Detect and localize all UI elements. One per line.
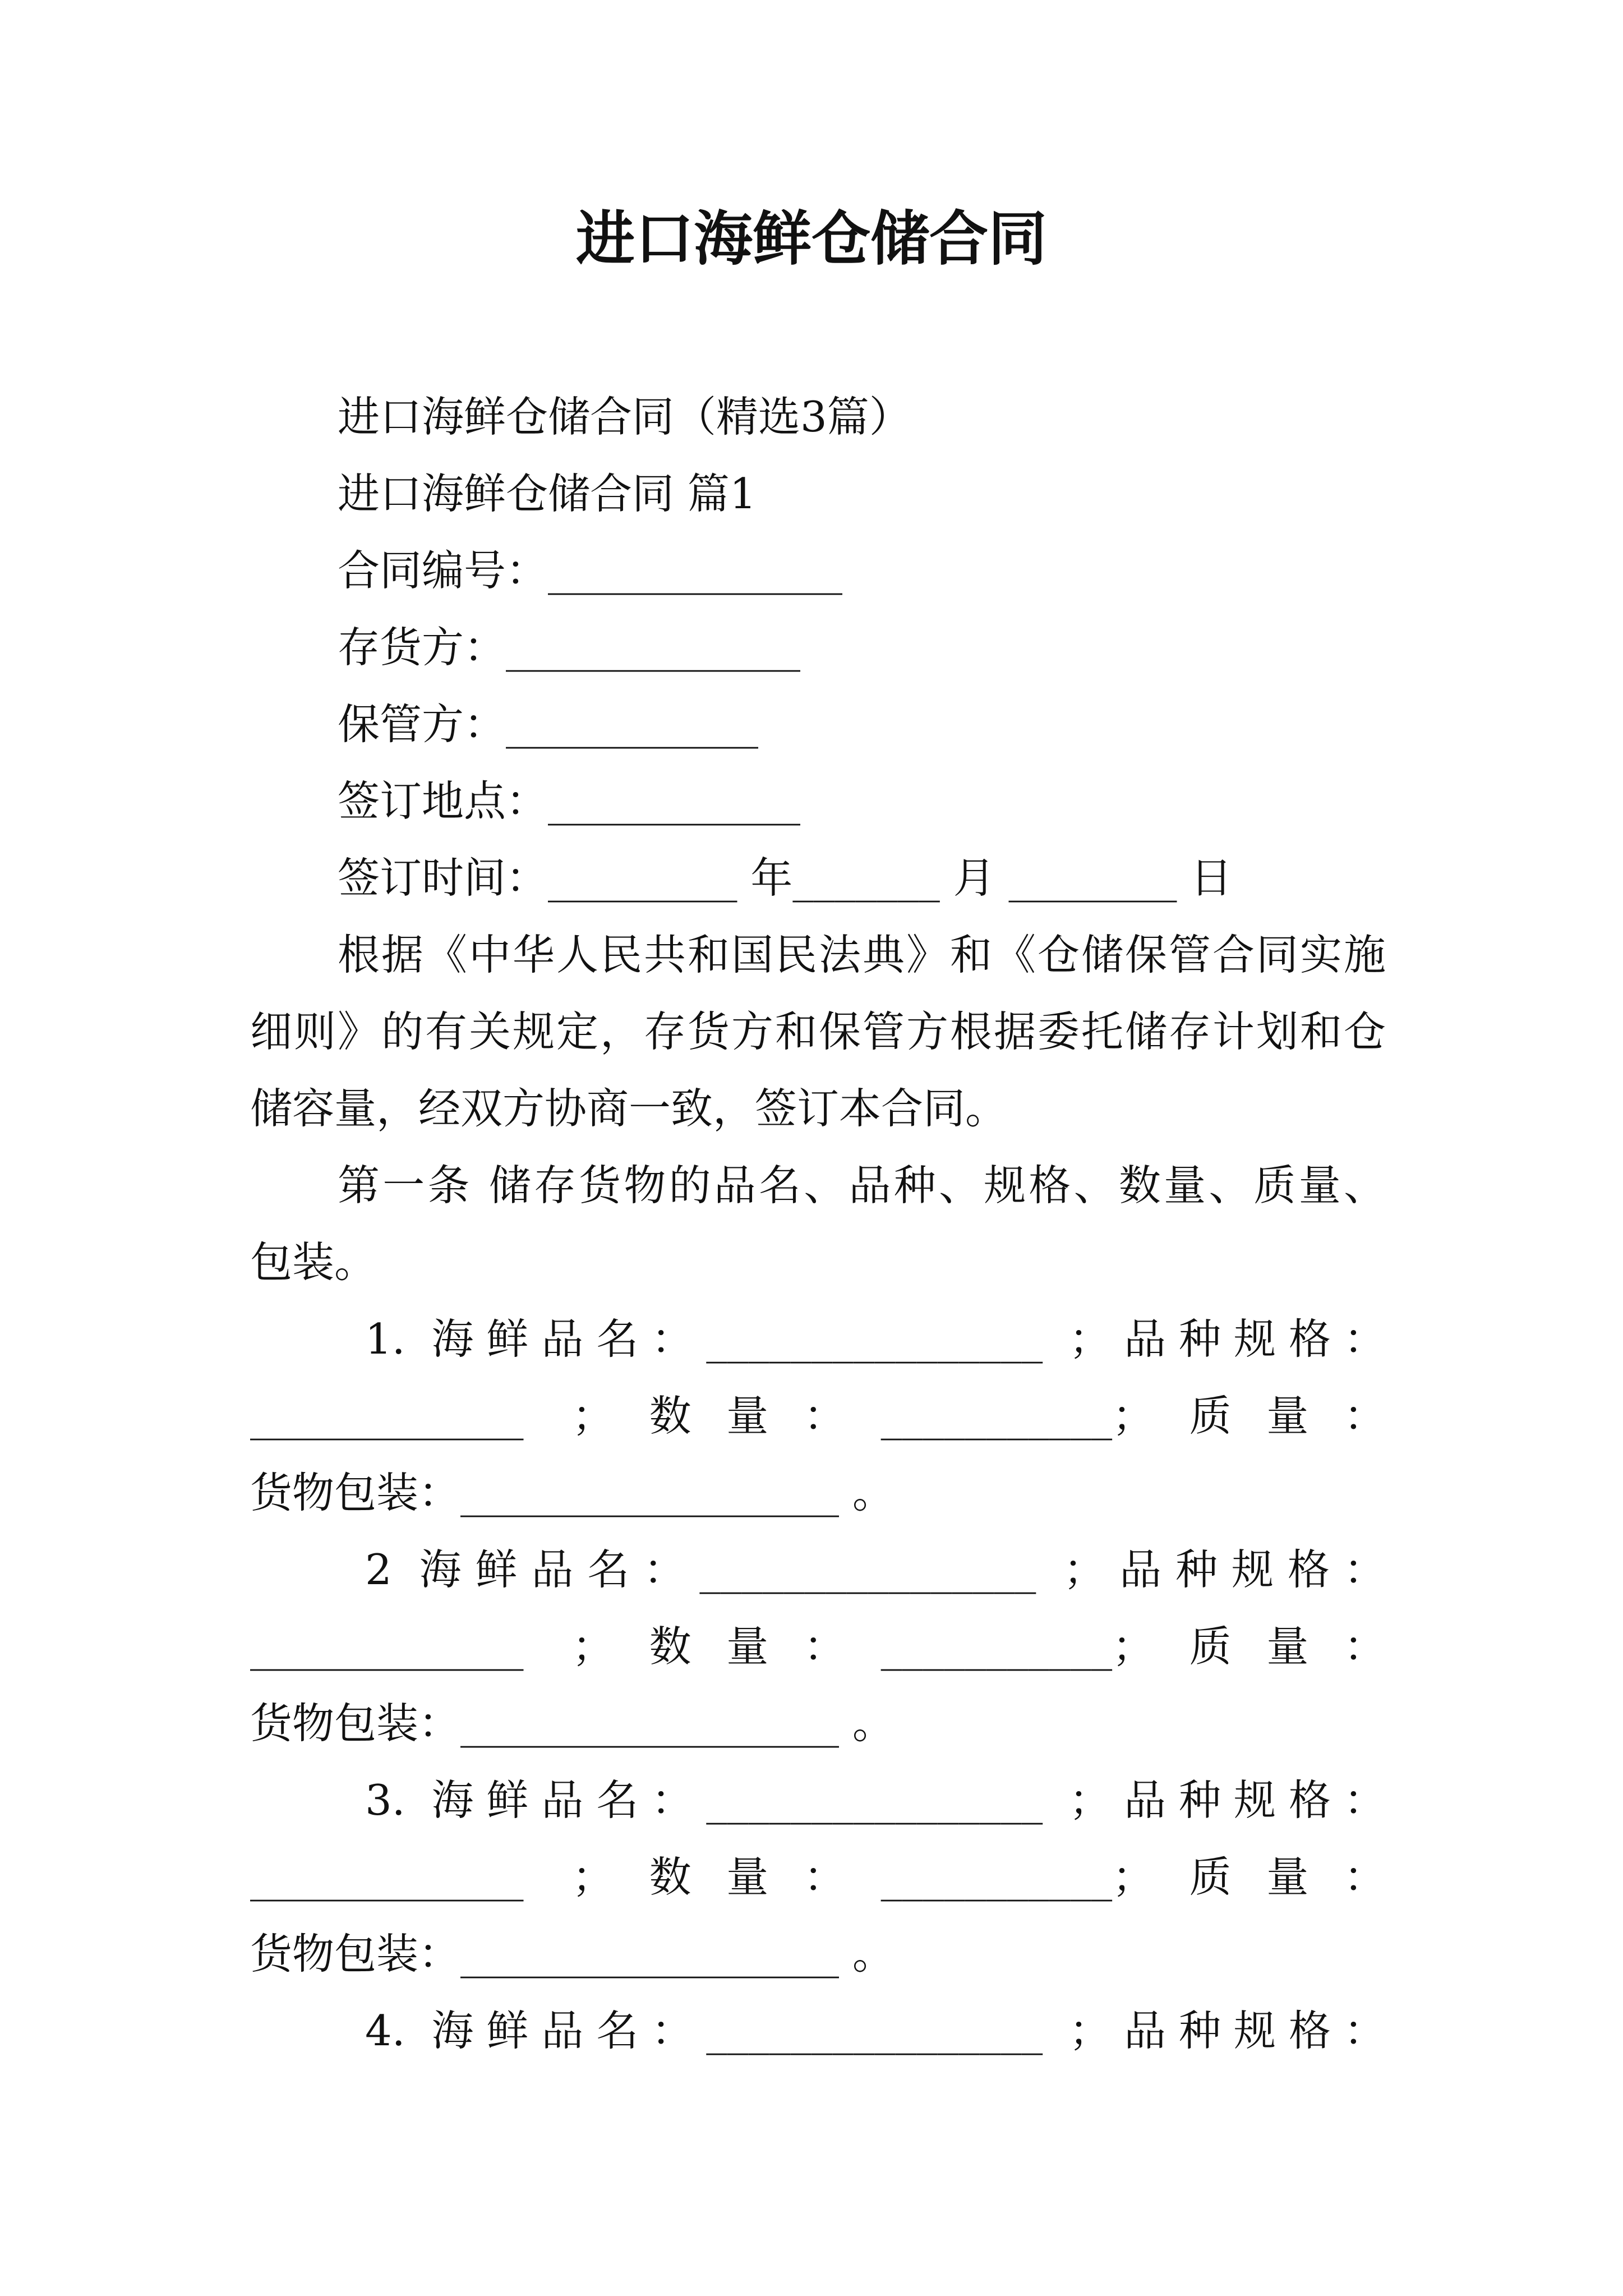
- goods-item-1-name-line: 1. 海鲜品名：________________ ；品种规格：: [365, 1314, 1386, 1364]
- goods-item-3-quantity-line: _____________ ；数量：___________；质量：: [250, 1852, 1386, 1902]
- goods-item-2-name-line: 2 海鲜品名：________________ ；品种规格：: [365, 1545, 1386, 1594]
- goods-item-3-name-line: 3. 海鲜品名：________________ ；品种规格：: [365, 1775, 1386, 1825]
- subtitle-line: 进口海鲜仓储合同（精选3篇）: [338, 392, 911, 441]
- goods-item-1-packaging-line: 货物包装：__________________ 。: [250, 1468, 895, 1517]
- paragraph-line: 储容量，经双方协商一致，签订本合同。: [250, 1084, 1008, 1133]
- goods-item-4-name-line: 4. 海鲜品名：________________ ；品种规格：: [365, 2006, 1386, 2055]
- signing-place-field: 签订地点：____________: [338, 776, 801, 826]
- signing-date-field: 签订时间：_________ 年_______ 月 ________ 日: [338, 853, 1233, 903]
- contract-number-field: 合同编号：______________: [338, 546, 843, 595]
- paragraph-line: 细则》的有关规定，存货方和保管方根据委托储存计划和仓: [250, 1007, 1386, 1056]
- section-heading: 进口海鲜仓储合同 篇1: [338, 469, 757, 518]
- depositor-field: 存货方：______________: [338, 623, 801, 672]
- goods-item-2-packaging-line: 货物包装：__________________ 。: [250, 1699, 895, 1748]
- custodian-field: 保管方：____________: [338, 700, 759, 749]
- document-title: 进口海鲜仓储合同: [575, 204, 1047, 273]
- article-heading-continued: 包装。: [250, 1237, 377, 1287]
- article-heading: 第一条 储存货物的品名、品种、规格、数量、质量、: [338, 1161, 1386, 1210]
- goods-item-1-quantity-line: _____________ ；数量：___________；质量：: [250, 1391, 1386, 1441]
- document-body: [250, 379, 1386, 2069]
- goods-item-3-packaging-line: 货物包装：__________________ 。: [250, 1929, 895, 1978]
- goods-item-2-quantity-line: _____________ ；数量：___________；质量：: [250, 1622, 1386, 1671]
- paragraph-line: 根据《中华人民共和国民法典》和《仓储保管合同实施: [338, 930, 1386, 979]
